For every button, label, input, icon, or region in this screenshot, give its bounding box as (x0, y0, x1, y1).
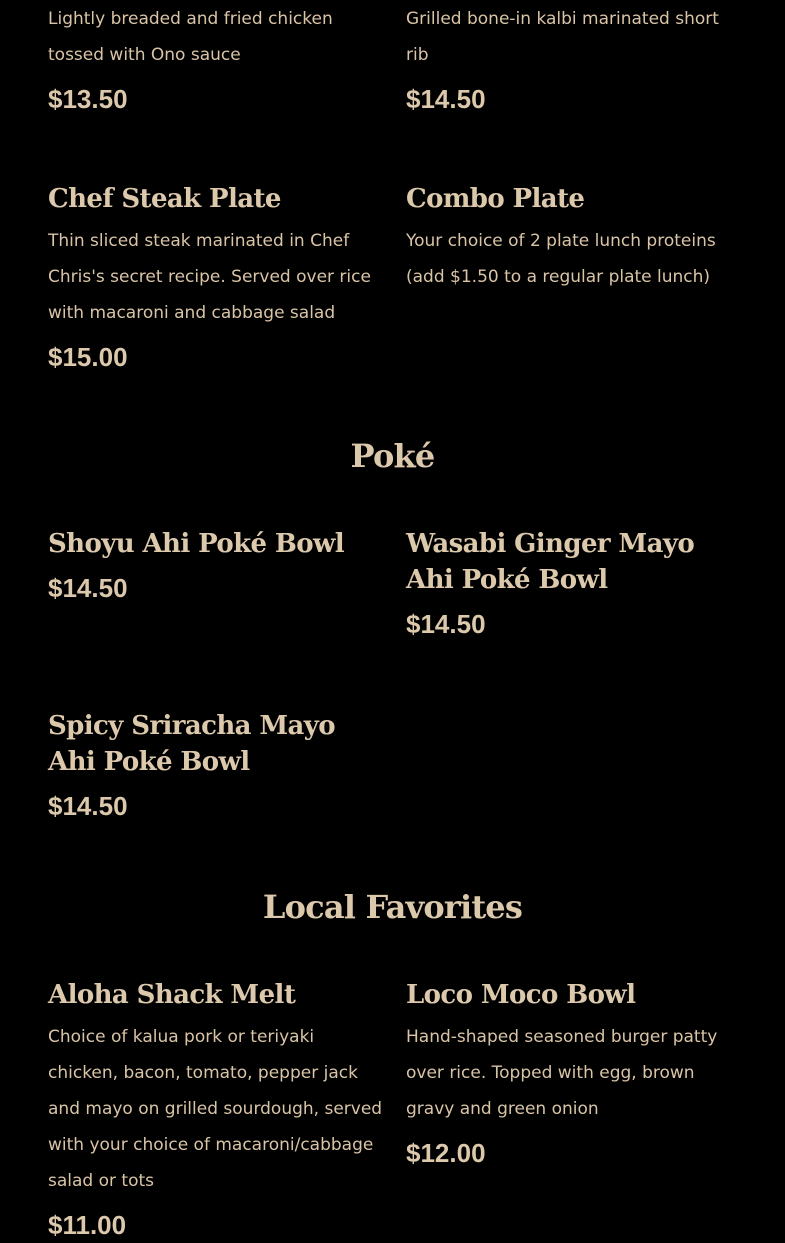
item-price: $13.50 (48, 84, 128, 114)
item-description: Hand-shaped seasoned burger patty over rice. Topped with egg, brown gravy and green onion (406, 1027, 718, 1119)
item-title: Spicy Sriracha Mayo Ahi Poké Bowl (48, 711, 336, 777)
item-price: $15.00 (48, 342, 128, 372)
item-title: Loco Moco Bowl (406, 980, 636, 1010)
menu-item-wasabi-ginger-poke (406, 526, 746, 642)
menu-item-aloha-shack-melt (48, 977, 388, 1243)
menu-item-shoyu-ahi-poke (48, 526, 388, 606)
item-description: Grilled bone-in kalbi marinated short rib (406, 9, 719, 65)
item-price: $14.50 (48, 791, 128, 821)
item-description: Your choice of 2 plate lunch proteins (add $1.50 to a regular plate lunch) (406, 231, 716, 287)
item-price: $14.50 (48, 573, 128, 603)
item-price: $11.00 (48, 1210, 127, 1240)
item-price: $14.50 (406, 84, 486, 114)
item-title: Wasabi Ginger Mayo Ahi Poké Bowl (406, 529, 695, 595)
menu-item-fried-chicken (48, 1, 388, 117)
menu-item-kalbi (406, 1, 746, 117)
item-description: Thin sliced steak marinated in Chef Chris's secret recipe. Served over rice with macaroni and cabbage salad (48, 231, 371, 323)
menu-item-combo-plate (406, 181, 746, 295)
item-price: $12.00 (406, 1138, 486, 1168)
item-title: Shoyu Ahi Poké Bowl (48, 529, 345, 559)
item-description: Lightly breaded and fried chicken tossed with Ono sauce (48, 9, 333, 65)
item-description: Choice of kalua pork or teriyaki chicken, bacon, tomato, pepper jack and mayo on grilled sourdough, served with your choice of macaroni/cabbage salad or tots (48, 1027, 383, 1191)
item-title: Chef Steak Plate (48, 184, 281, 214)
section-heading-local-favorites: Local Favorites (262, 888, 523, 926)
section-heading-poke: Poké (350, 437, 435, 475)
item-title: Combo Plate (406, 184, 585, 214)
menu-item-chef-steak-plate (48, 181, 388, 375)
item-title: Aloha Shack Melt (48, 980, 296, 1010)
menu-item-loco-moco-bowl (406, 977, 746, 1171)
menu-item-spicy-sriracha-poke (48, 708, 388, 824)
item-price: $14.50 (406, 609, 486, 639)
